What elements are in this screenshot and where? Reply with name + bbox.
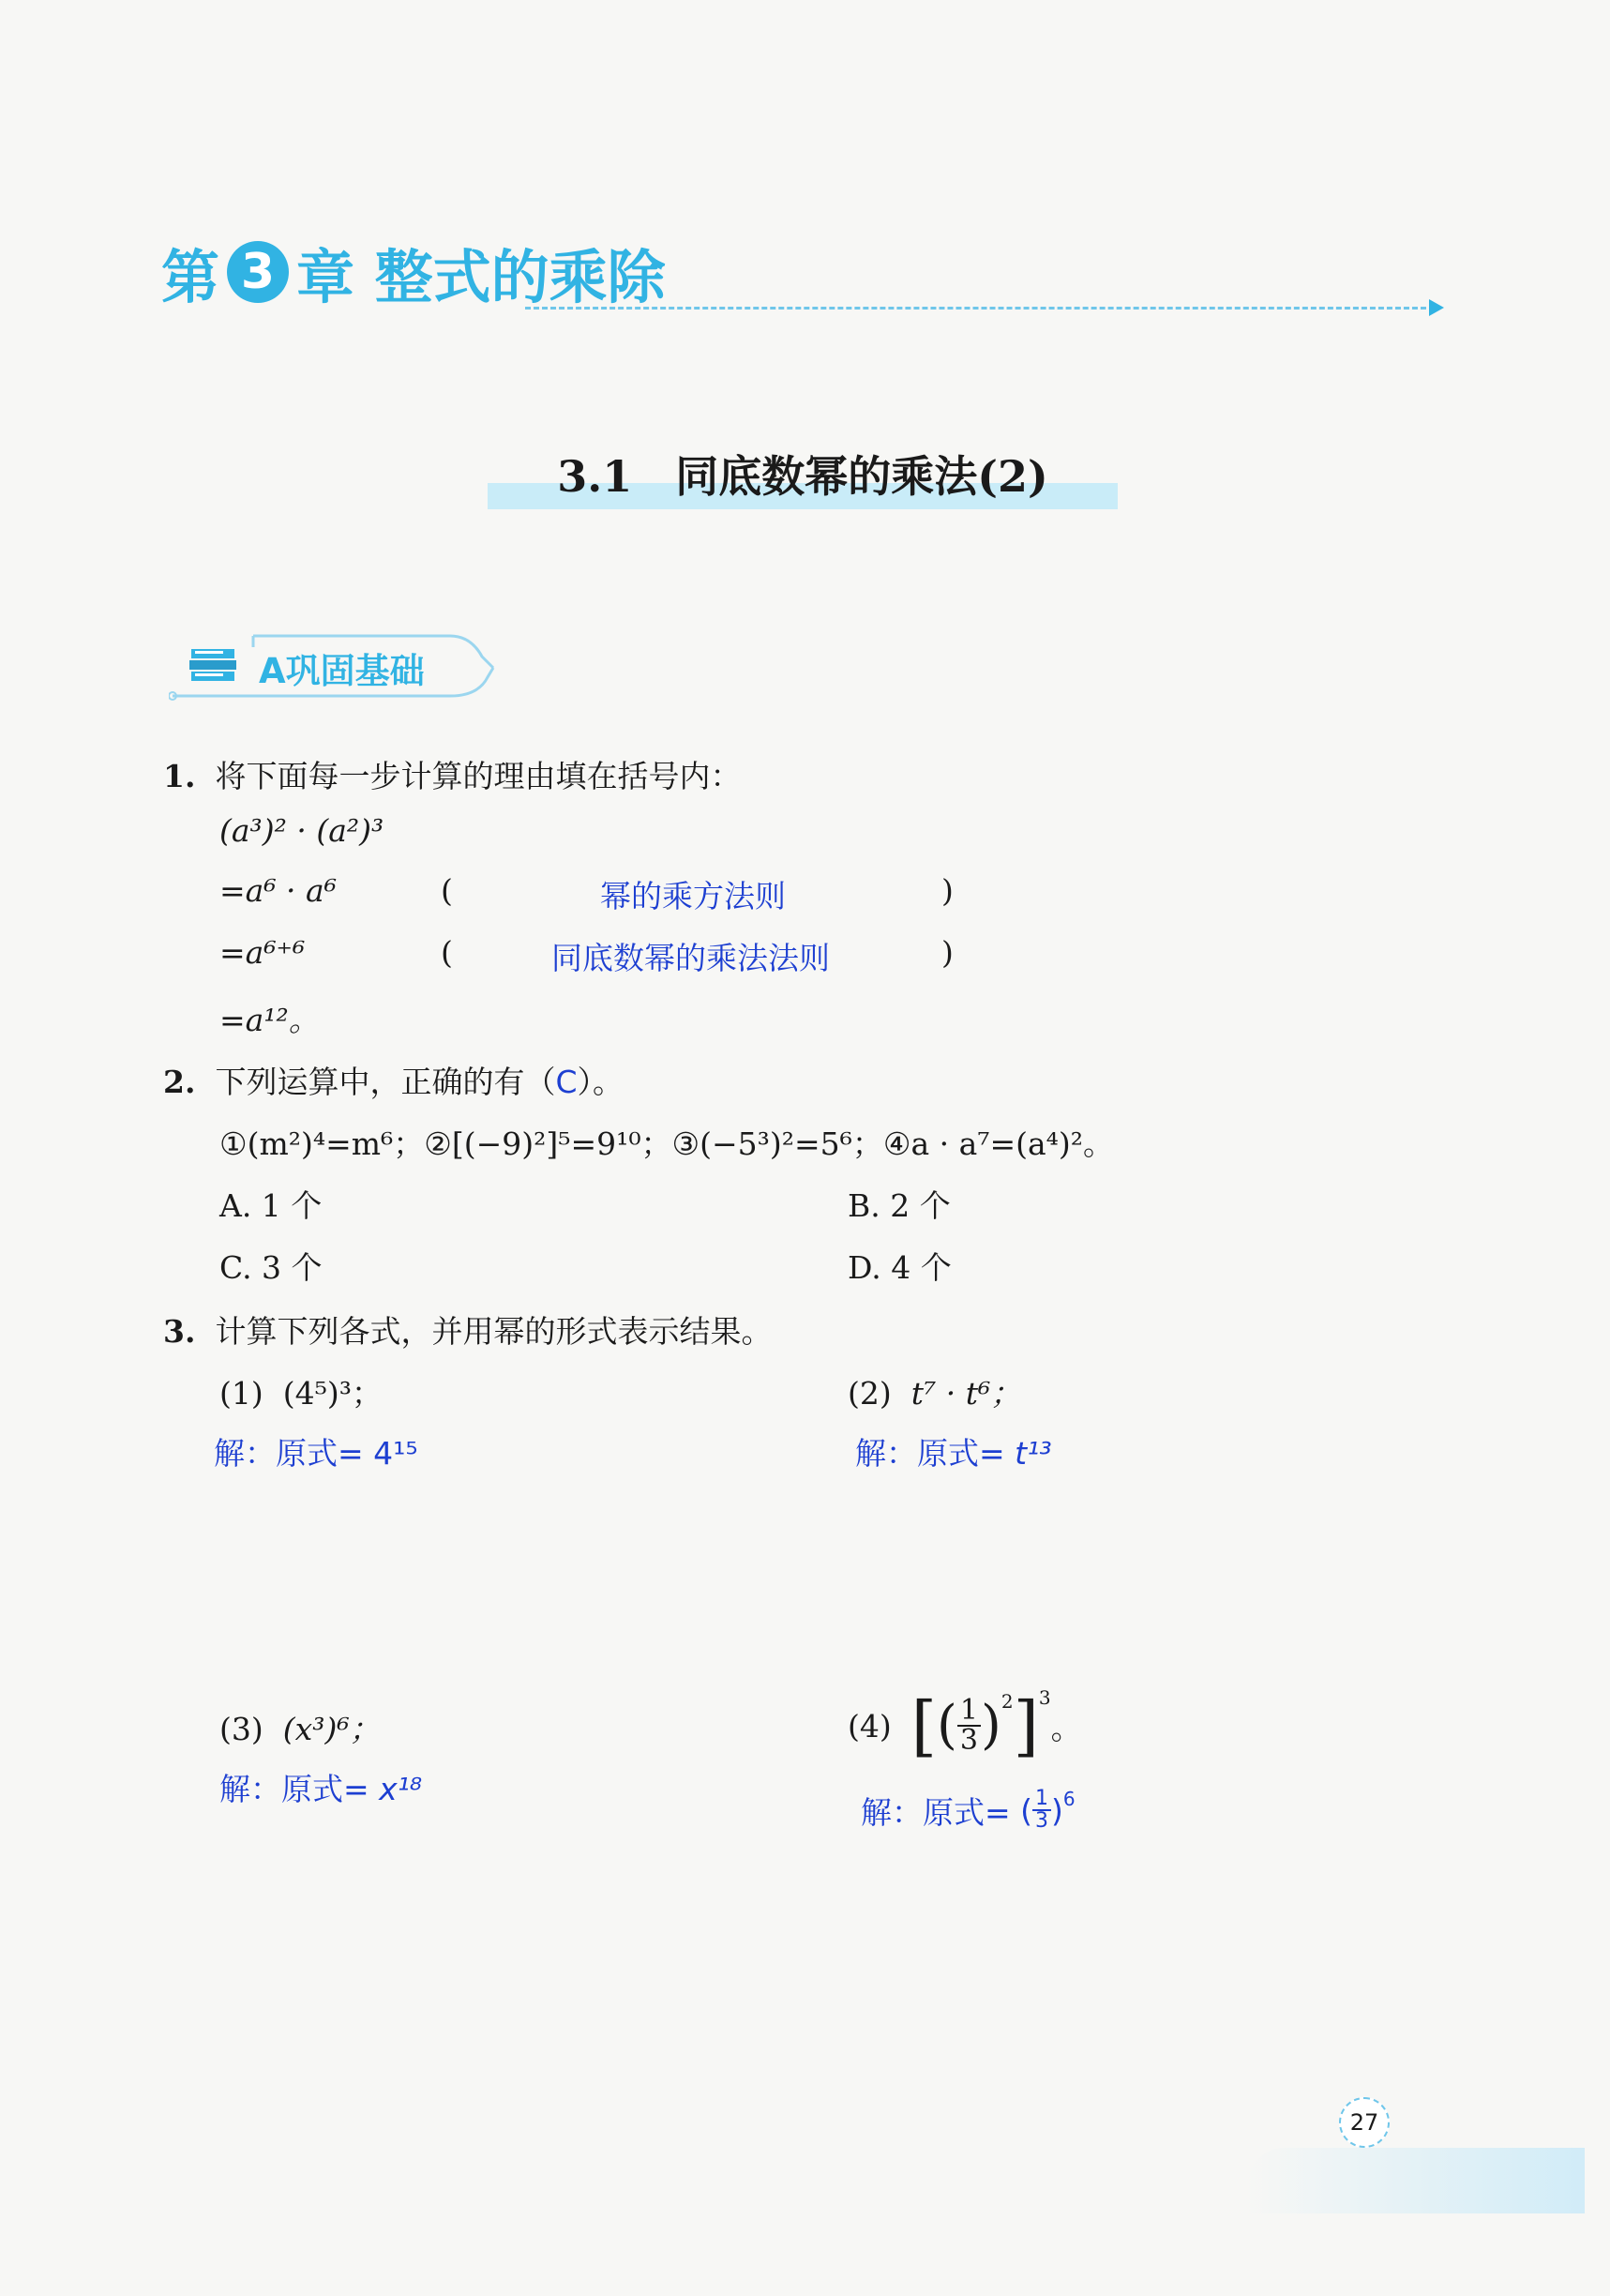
q3-part4-answer-exp: 6	[1062, 1788, 1076, 1810]
q3-prompt	[163, 1307, 772, 1352]
footer-decoration	[1247, 2148, 1585, 2213]
q1-number: 1.	[163, 758, 196, 794]
q3-part4-frac-den: 3	[959, 1724, 978, 1757]
q1-step1: =a⁶ · a⁶	[219, 872, 337, 909]
chapter-name: 章 整式的乘除	[296, 242, 666, 311]
right-paren-icon: )	[981, 1695, 1001, 1756]
q3-part1-label: (1)	[219, 1375, 263, 1412]
q3-text: 计算下列各式，并用幂的形式表示结果。	[215, 1313, 773, 1350]
q3-part4-answer-frac-den: 3	[1035, 1809, 1049, 1833]
q3-part3-answer-prefix: 解：原式=	[219, 1771, 369, 1807]
q3-part4-outer-exp: 3	[1038, 1686, 1051, 1709]
q2-option-d: D. 4 个	[848, 1249, 952, 1286]
chapter-divider	[525, 307, 1435, 310]
q2-prompt	[163, 1058, 624, 1102]
q1-text: 将下面每一步计算的理由填在括号内：	[215, 758, 742, 794]
q3-part3-expr: (x³)⁶；	[282, 1711, 381, 1747]
q3-part4-answer	[861, 1782, 1076, 1838]
q3-part4-inner-exp: 2	[1001, 1690, 1014, 1713]
banner-label: A巩固基础	[259, 651, 425, 691]
q1-open-paren-1: (	[441, 872, 453, 909]
q1-prompt	[163, 752, 741, 796]
q3-part2-answer	[855, 1429, 1052, 1473]
q3-part4	[848, 1679, 1082, 1773]
q3-part4-label: (4)	[848, 1707, 892, 1745]
q1-reason-2: 同底数幂的乘法法则	[551, 940, 830, 976]
q1-step2: =a⁶⁺⁶	[219, 934, 306, 971]
q1-reason-1: 幂的乘方法则	[600, 878, 786, 914]
q3-part1	[219, 1369, 383, 1413]
q2-answer: C	[555, 1064, 578, 1100]
q3-part1-expr: (4⁵)³；	[282, 1375, 383, 1412]
q3-part2-expr: t⁷ · t⁶；	[910, 1375, 1022, 1412]
q3-part3-answer-value: x¹⁸	[379, 1771, 423, 1807]
chapter-prefix: 第	[161, 242, 220, 311]
q3-part2-label: (2)	[848, 1375, 892, 1412]
left-paren-icon: (	[937, 1695, 957, 1756]
q3-part2-answer-prefix: 解：原式=	[855, 1435, 1005, 1472]
chapter-title	[161, 234, 666, 310]
q3-part3	[219, 1705, 381, 1749]
q1-step0: (a³)² · (a²)³	[219, 812, 384, 849]
q3-part4-answer-frac-num: 1	[1032, 1789, 1051, 1811]
q2-option-c: C. 3 个	[219, 1249, 323, 1286]
right-bracket-icon: ]	[1013, 1687, 1039, 1764]
q3-part1-answer-prefix: 解：原式=	[214, 1435, 364, 1472]
q3-part4-tail: 。	[1050, 1709, 1082, 1746]
q3-number: 3.	[163, 1313, 196, 1350]
q3-part4-frac-num: 1	[957, 1697, 981, 1727]
page-number: 27	[1339, 2097, 1390, 2148]
q3-part3-label: (3)	[219, 1711, 263, 1747]
q2-text-after: ）。	[577, 1064, 624, 1100]
q2-option-b: B. 2 个	[848, 1187, 951, 1224]
q3-part4-answer-fraction	[1032, 1789, 1051, 1832]
q3-part3-answer	[219, 1765, 422, 1809]
q2-number: 2.	[163, 1064, 196, 1100]
q1-step3: =a¹²。	[219, 1002, 320, 1038]
q3-part2	[848, 1369, 1021, 1413]
q1-close-paren-1: )	[941, 872, 954, 909]
chapter-number-badge: 3	[227, 241, 289, 303]
section-title: 3.1 同底数幂的乘法(2)	[557, 451, 1048, 502]
q3-part1-answer-value: 4¹⁵	[373, 1435, 418, 1472]
q1-close-paren-2: )	[941, 934, 954, 971]
q1-open-paren-2: (	[441, 934, 453, 971]
right-paren-icon: )	[1051, 1791, 1063, 1829]
q2-option-a: A. 1 个	[219, 1187, 323, 1224]
q3-part2-answer-value: t¹³	[1015, 1435, 1052, 1472]
book-icon	[189, 645, 238, 683]
q3-part4-fraction	[957, 1694, 981, 1757]
q3-part4-answer-prefix: 解：原式=	[861, 1793, 1011, 1831]
q3-part1-answer	[214, 1429, 418, 1473]
q2-items: ①(m²)⁴=m⁶；②[(−9)²]⁵=9¹⁰；③(−5³)²=5⁶；④a · a⁷=(a⁴)²。	[219, 1125, 1115, 1162]
left-paren-icon: (	[1020, 1791, 1033, 1829]
q2-text-before: 下列运算中，正确的有（	[215, 1064, 556, 1100]
left-bracket-icon: [	[910, 1687, 938, 1764]
arrow-right-icon	[1429, 299, 1444, 316]
